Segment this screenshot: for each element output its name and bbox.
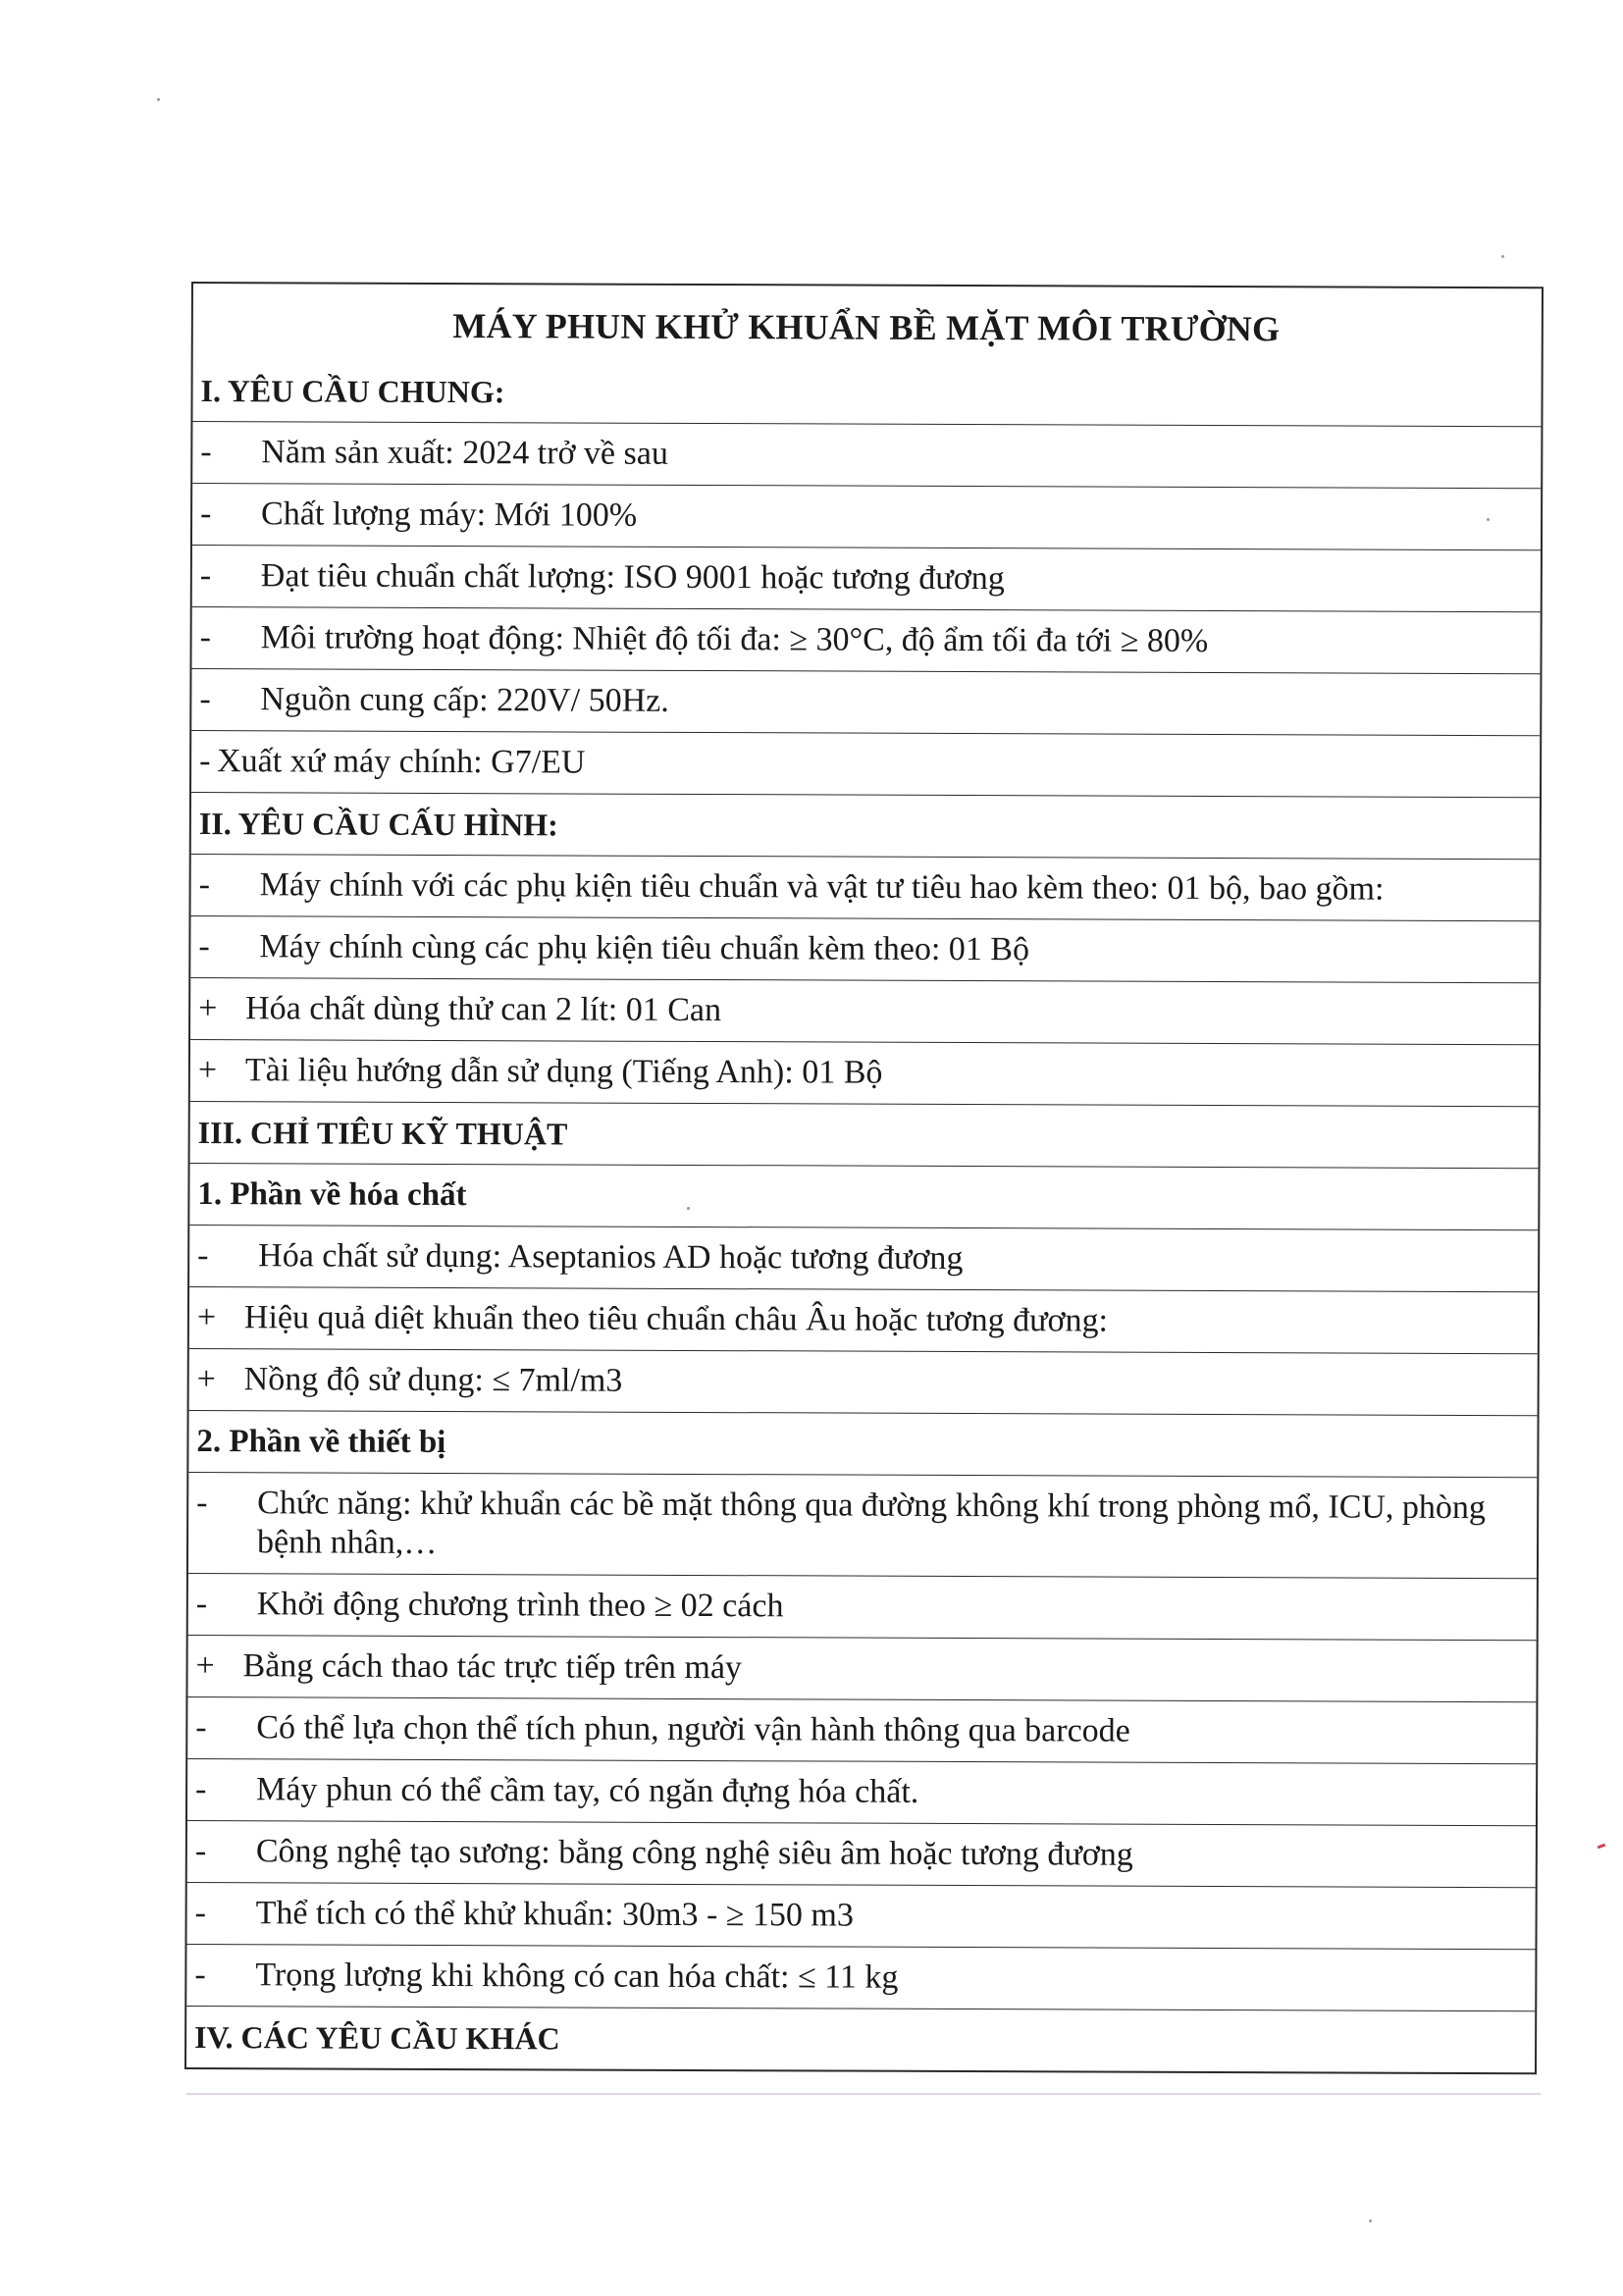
row-text: Khởi động chương trình theo ≥ 02 cách [256, 1586, 784, 1625]
document-title: MÁY PHUN KHỬ KHUẨN BỀ MẶT MÔI TRƯỜNG [452, 306, 1281, 349]
dash-bullet: - [197, 1237, 209, 1275]
row-text: Công nghệ tạo sương: bằng công nghệ siêu âm hoặc tương đương [255, 1833, 1133, 1873]
dash-bullet: - [194, 1833, 207, 1870]
dash-bullet: - [200, 434, 212, 471]
spec-item [187, 1820, 1536, 1887]
row-text: Thể tích có thể khử khuẩn: 30m3 - ≥ 150 m3 [255, 1895, 854, 1934]
spec-item [191, 668, 1540, 735]
row-text: II. YÊU CẦU CẤU HÌNH: [198, 806, 558, 843]
row-text: Tài liệu hướng dẫn sử dụng (Tiếng Anh): 01 Bộ [244, 1052, 883, 1091]
dash-bullet: - [199, 743, 211, 780]
section-heading [191, 792, 1540, 859]
spec-item [192, 483, 1541, 549]
spec-item [187, 1696, 1536, 1763]
dash-bullet: - [198, 866, 211, 904]
row-text: III. CHỈ TIÊU KỸ THUẬT [197, 1115, 568, 1152]
spec-item [190, 977, 1539, 1044]
dash-bullet: - [200, 496, 212, 533]
spec-item [191, 730, 1540, 797]
subsection-heading [188, 1410, 1537, 1477]
plus-bullet: + [196, 1299, 217, 1336]
row-text: I. YÊU CẦU CHUNG: [200, 373, 505, 410]
spec-item [186, 1944, 1535, 2010]
spec-item [189, 1286, 1538, 1353]
dash-bullet: - [195, 1586, 208, 1623]
spec-item [188, 1472, 1537, 1578]
row-text: 1. Phần về hóa chất [197, 1176, 467, 1214]
scan-artifact-line [186, 2093, 1541, 2095]
spec-rows [186, 360, 1542, 2072]
scan-artifact-mark [1597, 1844, 1606, 1850]
row-text: Chức năng: khử khuẩn các bề mặt thông qua đường không khí trong phòng mổ, ICU, phòng bệnh nhân,… [256, 1485, 1487, 1561]
row-text: Trọng lượng khi không có can hóa chất: ≤ 11 kg [255, 1957, 899, 1996]
row-text: Nguồn cung cấp: 220V/ 50Hz. [260, 681, 669, 719]
row-text: Máy phun có thể cầm tay, có ngăn đựng hóa chất. [256, 1771, 919, 1810]
scan-artifact-dot [687, 1207, 690, 1210]
spec-item [192, 545, 1541, 611]
dash-bullet: - [195, 1771, 207, 1808]
spec-item [191, 854, 1540, 920]
row-text: Xuất xứ máy chính: G7/EU [217, 743, 586, 781]
spec-item [189, 1225, 1538, 1291]
row-text: Bằng cách thao tác trực tiếp trên máy [242, 1647, 743, 1687]
row-text: Có thể lựa chọn thể tích phun, người vận hành thông qua barcode [256, 1709, 1130, 1749]
plus-bullet: + [197, 1052, 218, 1089]
row-text: IV. CÁC YÊU CẦU KHÁC [194, 2019, 560, 2057]
row-text: Môi trường hoạt động: Nhiệt độ tối đa: ≥ 30°C, độ ẩm tối đa tới ≥ 80% [260, 619, 1209, 659]
dash-bullet: - [199, 619, 212, 656]
scan-artifact-dot [1487, 518, 1490, 521]
spec-item [192, 421, 1541, 488]
dash-bullet: - [195, 1709, 207, 1747]
plus-bullet: + [195, 1647, 215, 1685]
dash-bullet: - [199, 557, 212, 595]
spec-item [191, 606, 1540, 673]
section-heading [190, 1101, 1539, 1168]
row-text: Nồng độ sử dụng: ≤ 7ml/m3 [243, 1361, 623, 1399]
spec-item [188, 1573, 1537, 1640]
dash-bullet: - [198, 928, 210, 965]
spec-item [190, 1039, 1539, 1106]
dash-bullet: - [199, 681, 211, 718]
row-text: Hóa chất dùng thử can 2 lít: 01 Can [245, 990, 722, 1029]
dash-bullet: - [194, 1957, 206, 1994]
scan-artifact-dot [1369, 2219, 1372, 2222]
spec-item [187, 1635, 1536, 1701]
row-text: Năm sản xuất: 2024 trở về sau [261, 434, 668, 472]
dash-bullet: - [194, 1895, 207, 1932]
spec-item [186, 1882, 1535, 1949]
row-text: Hiệu quả diệt khuẩn theo tiêu chuẩn châu Âu hoặc tương đương: [243, 1299, 1109, 1339]
spec-item [187, 1758, 1536, 1825]
scan-artifact-dot [1501, 255, 1504, 258]
row-text: Máy chính cùng các phụ kiện tiêu chuẩn kèm theo: 01 Bộ [259, 928, 1030, 968]
row-text: Đạt tiêu chuẩn chất lượng: ISO 9001 hoặc tương đương [260, 557, 1005, 598]
row-text: 2. Phần về thiết bị [196, 1424, 446, 1461]
plus-bullet: + [196, 1361, 216, 1398]
section-heading [186, 2006, 1535, 2072]
subsection-heading [189, 1163, 1538, 1229]
spec-table [184, 282, 1544, 2074]
row-text: Máy chính với các phụ kiện tiêu chuẩn và vật tư tiêu hao kèm theo: 01 bộ, bao gồm: [259, 866, 1385, 908]
spec-item [190, 915, 1539, 982]
row-text: Hóa chất sử dụng: Aseptanios AD hoặc tương đương [258, 1237, 964, 1278]
section-heading [192, 360, 1541, 426]
plus-bullet: + [198, 990, 218, 1027]
dash-bullet: - [196, 1485, 208, 1522]
scan-artifact-dot [157, 98, 160, 101]
row-text: Chất lượng máy: Mới 100% [261, 496, 638, 534]
spec-item [189, 1348, 1538, 1415]
